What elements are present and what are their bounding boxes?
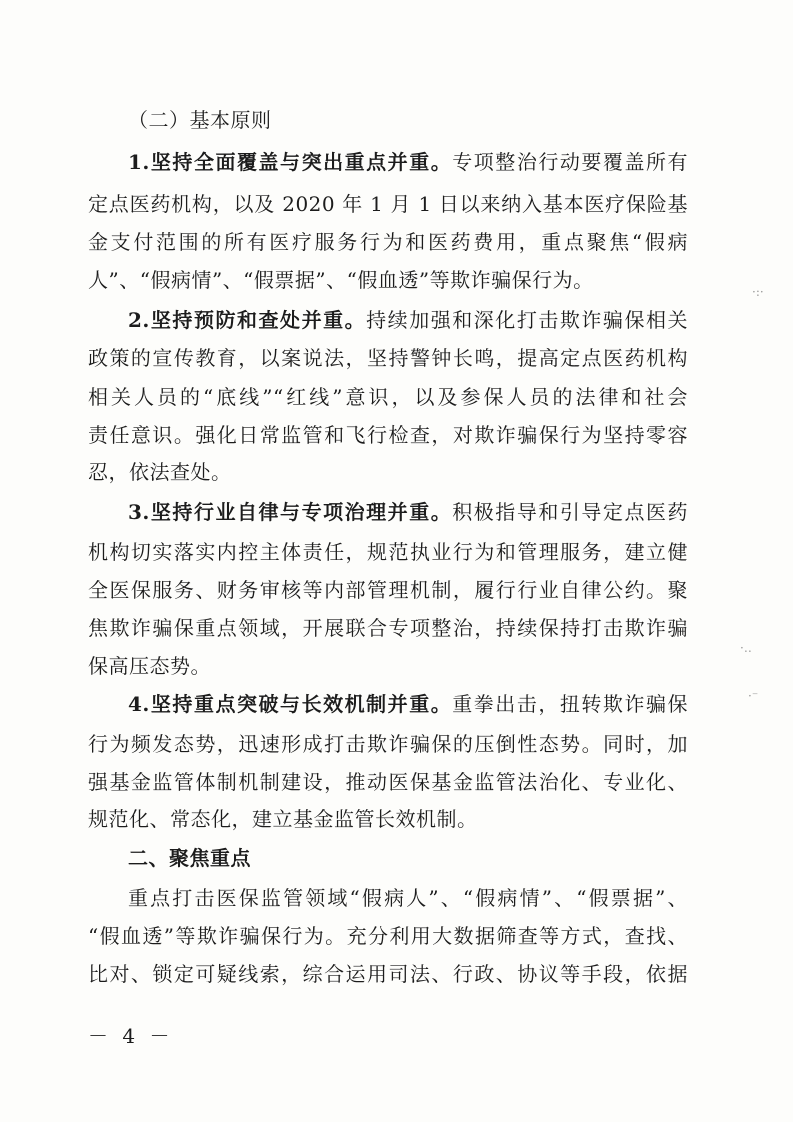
principle-2-title: 2.坚持预防和查处并重。 [128, 308, 367, 332]
paragraph-4-line: 行为频发态势，迅速形成打击欺诈骗保的压倒性态势。同时，加 [88, 732, 688, 756]
scan-speck: ·:· [752, 285, 764, 299]
paragraph-2-first-text: 持续加强和深化打击欺诈骗保相关 [366, 308, 688, 332]
paragraph-3-first-text: 积极指导和引导定点医药 [452, 500, 688, 524]
paragraph-2-line: 责任意识。强化日常监管和飞行检查，对欺诈骗保行为坚持零容 [88, 423, 688, 447]
principle-3-title: 3.坚持行业自律与专项治理并重。 [128, 500, 453, 524]
paragraph-1-first-line [128, 146, 688, 178]
paragraph-3-line: 全医保服务、财务审核等内部管理机制，履行行业自律公约。聚 [88, 578, 688, 602]
paragraph-3-line: 保高压态势。 [88, 654, 211, 678]
paragraph-1-line: 金支付范围的所有医疗服务行为和医药费用，重点聚焦“假病 [88, 230, 688, 254]
paragraph-4-first-line [128, 688, 688, 720]
scan-speck: ·⁻ [748, 689, 759, 703]
principle-1-title: 1.坚持全面覆盖与突出重点并重。 [128, 150, 453, 174]
paragraph-4-line: 强基金监管体制机制建设，推动医保基金监管法治化、专业化、 [88, 770, 688, 794]
paragraph-4-line: 规范化、常态化，建立基金监管长效机制。 [88, 807, 478, 831]
paragraph-3-first-line [128, 496, 688, 528]
paragraph-5-line: “假血透”等欺诈骗保行为。充分利用大数据筛查等方式，查找、 [88, 924, 688, 948]
principle-4-title: 4.坚持重点突破与长效机制并重。 [128, 692, 453, 716]
paragraph-1-line: 定点医药机构，以及 2020 年 1 月 1 日以来纳入基本医疗保险基 [88, 192, 688, 216]
paragraph-3-line: 焦欺诈骗保重点领域，开展联合专项整治，持续保持打击欺诈骗 [88, 616, 688, 640]
paragraph-5-line: 比对、锁定可疑线索，综合运用司法、行政、协议等手段，依据 [88, 962, 688, 986]
section-heading-focus: 二、聚焦重点 [128, 846, 251, 870]
scan-speck: ·‥ [740, 641, 752, 655]
paragraph-2-first-line [128, 304, 688, 336]
paragraph-1-first-text: 专项整治行动要覆盖所有 [452, 150, 688, 174]
section-heading-principles: （二）基本原则 [128, 108, 272, 132]
paragraph-2-line: 政策的宣传教育，以案说法，坚持警钟长鸣，提高定点医药机构 [88, 346, 688, 370]
paragraph-2-line: 忍，依法查处。 [88, 460, 232, 484]
paragraph-5-first-line: 重点打击医保监管领域“假病人”、“假病情”、“假票据”、 [128, 886, 688, 910]
paragraph-4-first-text: 重拳出击，扭转欺诈骗保 [452, 692, 688, 716]
paragraph-3-line: 机构切实落实内控主体责任，规范执业行为和管理服务，建立健 [88, 540, 688, 564]
paragraph-2-line: 相关人员的“底线”“红线”意识，以及参保人员的法律和社会 [88, 385, 688, 409]
paragraph-1-line: 人”、“假病情”、“假票据”、“假血透”等欺诈骗保行为。 [88, 268, 594, 292]
page-number: － 4 － [88, 1024, 174, 1048]
